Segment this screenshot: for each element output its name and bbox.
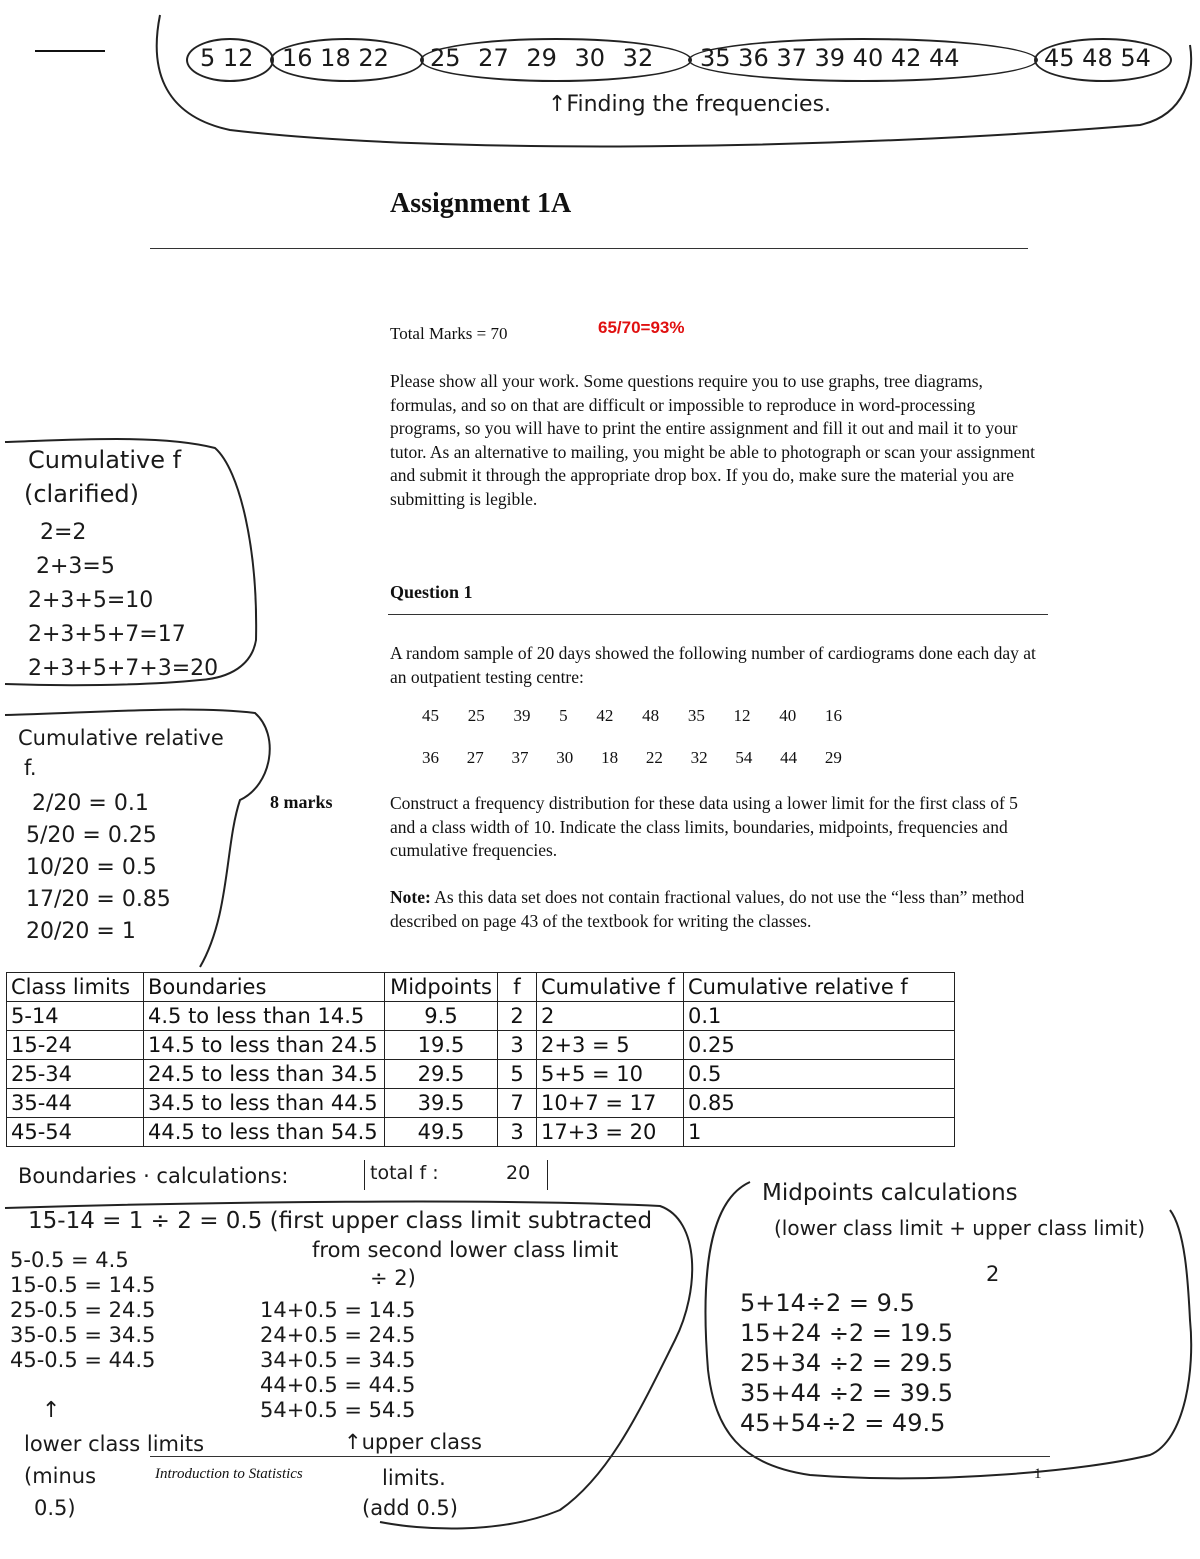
frequency: 3 — [498, 1118, 537, 1147]
cumulative-relative: 0.5 — [684, 1060, 955, 1089]
rel-line: 10/20 = 0.5 — [26, 855, 157, 880]
cumulative-subtitle: (clarified) — [24, 480, 139, 508]
upper-note-limits: limits. — [382, 1466, 446, 1490]
boundaries-calc-label: Boundaries · calculations: — [18, 1164, 289, 1188]
cumulative-title: Cumulative f — [28, 446, 182, 474]
boundary-formula-1: 15-14 = 1 ÷ 2 = 0.5 (first upper class limit subtracted — [28, 1208, 653, 1234]
header-cumulative-relative: Cumulative relative f — [684, 973, 955, 1002]
header-frequency: f — [498, 973, 537, 1002]
mid-line: 35+44 ÷2 = 39.5 — [740, 1379, 953, 1407]
cumulative-lines — [28, 516, 218, 686]
header-class-limits: Class limits — [7, 973, 144, 1002]
table-header-row — [7, 973, 955, 1002]
data-value: 40 — [779, 706, 797, 725]
group-text-2: 16 18 22 — [282, 44, 389, 72]
question-note — [390, 886, 1030, 933]
boundary: 4.5 to less than 14.5 — [144, 1002, 385, 1031]
boundary: 24.5 to less than 34.5 — [144, 1060, 385, 1089]
mid-line: 15+24 ÷2 = 19.5 — [740, 1319, 953, 1347]
relative-subtitle: f. — [24, 756, 37, 780]
lower-note-text: lower class limits — [24, 1432, 205, 1456]
class-limit: 45-54 — [7, 1118, 144, 1147]
mid-line: 45+54÷2 = 49.5 — [740, 1409, 946, 1437]
midpoint: 9.5 — [385, 1002, 498, 1031]
boundary: 14.5 to less than 24.5 — [144, 1031, 385, 1060]
question-heading: Question 1 — [390, 582, 473, 602]
class-limit: 25-34 — [7, 1060, 144, 1089]
data-value: 18 — [601, 748, 619, 767]
upper-line: 24+0.5 = 24.5 — [260, 1323, 416, 1347]
cum-line: 2+3+5+7+3=20 — [28, 656, 219, 681]
midpoint: 29.5 — [385, 1060, 498, 1089]
data-value: 37 — [511, 748, 529, 767]
class-limit: 15-24 — [7, 1031, 144, 1060]
upper-note-text: ↑upper class — [344, 1430, 482, 1454]
lower-line: 15-0.5 = 14.5 — [10, 1273, 156, 1297]
total-marks: Total Marks = 70 — [390, 324, 508, 343]
data-value: 35 — [687, 706, 705, 725]
boundary-formula-2: from second lower class limit — [312, 1238, 619, 1262]
data-row-1 — [422, 706, 842, 726]
header-cumulative: Cumulative f — [537, 973, 684, 1002]
question-task: Construct a frequency distribution for these data using a lower limit for the first class of 5 and a class width of 10. Indicate the class limits, boundaries, midpoints, frequencies and cumulative frequencies. — [390, 793, 1018, 860]
midpoints-title: Midpoints calculations — [762, 1180, 1018, 1206]
data-value: 16 — [824, 706, 842, 725]
relative-lines — [26, 788, 171, 948]
cumulative-relative: 0.85 — [684, 1089, 955, 1118]
cum-line: 2+3+5=10 — [28, 588, 154, 613]
note-text: As this data set does not contain fractional values, do not use the “less than” method described on page 43 of the textbook for writing the classes. — [390, 887, 1025, 931]
frequency: 7 — [498, 1089, 537, 1118]
note-label: Note: — [390, 887, 431, 907]
mid-line: 25+34 ÷2 = 29.5 — [740, 1349, 953, 1377]
group-text-5: 45 48 54 — [1044, 44, 1151, 72]
mid-line: 5+14÷2 = 9.5 — [740, 1289, 915, 1317]
top-annotation-bubble — [140, 5, 1200, 155]
midpoints-formula-divisor: 2 — [986, 1262, 1000, 1286]
upper-calc-lines — [260, 1298, 415, 1423]
data-value: 25 — [467, 706, 485, 725]
frequency-table — [6, 972, 955, 1147]
cum-line: 2=2 — [40, 520, 87, 545]
table-row — [7, 1089, 955, 1118]
lower-note-value: 0.5) — [34, 1496, 76, 1520]
data-value: 42 — [596, 706, 614, 725]
data-value: 22 — [645, 748, 663, 767]
frequency: 5 — [498, 1060, 537, 1089]
data-value: 12 — [733, 706, 751, 725]
table-row — [7, 1118, 955, 1147]
rel-line: 5/20 = 0.25 — [26, 823, 157, 848]
midpoint-calc-lines — [740, 1288, 953, 1438]
title-rule — [150, 248, 1028, 249]
data-value: 27 — [466, 748, 484, 767]
upper-line: 54+0.5 = 54.5 — [260, 1398, 416, 1422]
lower-note-arrow: ↑ — [42, 1398, 61, 1423]
cumulative: 2+3 = 5 — [537, 1031, 684, 1060]
marks-label: 8 marks — [270, 792, 333, 812]
table-row — [7, 1031, 955, 1060]
midpoints-formula: (lower class limit + upper class limit) — [774, 1216, 1146, 1240]
cumulative: 10+7 = 17 — [537, 1089, 684, 1118]
rel-line: 2/20 = 0.1 — [32, 791, 149, 816]
margin-dash — [35, 50, 105, 52]
table-row — [7, 1002, 955, 1031]
group-text-3: 25 27 29 30 32 — [430, 44, 654, 72]
lower-line: 45-0.5 = 44.5 — [10, 1348, 156, 1372]
data-value: 5 — [559, 706, 568, 725]
header-midpoints: Midpoints — [385, 973, 498, 1002]
boundary-formula-3: ÷ 2) — [370, 1266, 416, 1290]
data-row-2 — [422, 748, 842, 768]
cumulative-relative: 0.25 — [684, 1031, 955, 1060]
page-number: 1 — [1034, 1466, 1042, 1482]
cumulative: 17+3 = 20 — [537, 1118, 684, 1147]
class-limit: 35-44 — [7, 1089, 144, 1118]
lower-line: 5-0.5 = 4.5 — [10, 1248, 129, 1272]
boundary: 44.5 to less than 54.5 — [144, 1118, 385, 1147]
table-row — [7, 1060, 955, 1089]
data-value: 36 — [422, 748, 439, 767]
cumulative-relative: 0.1 — [684, 1002, 955, 1031]
lower-calc-lines — [10, 1248, 155, 1373]
upper-line: 14+0.5 = 14.5 — [260, 1298, 416, 1322]
page-title: Assignment 1A — [390, 188, 572, 219]
frequency: 3 — [498, 1031, 537, 1060]
data-value: 30 — [556, 748, 574, 767]
cum-line: 2+3+5+7=17 — [28, 622, 186, 647]
data-value: 48 — [642, 706, 660, 725]
class-limit: 5-14 — [7, 1002, 144, 1031]
midpoint: 49.5 — [385, 1118, 498, 1147]
total-label: total f : — [370, 1162, 439, 1184]
group-text-1: 5 12 — [200, 44, 254, 72]
cum-line: 2+3=5 — [36, 554, 115, 579]
frequency: 2 — [498, 1002, 537, 1031]
rel-line: 17/20 = 0.85 — [26, 887, 171, 912]
cumulative-relative: 1 — [684, 1118, 955, 1147]
group-text-4: 35 36 37 39 40 42 44 — [700, 44, 960, 72]
score: 65/70=93% — [598, 318, 685, 337]
frequencies-note: ↑Finding the frequencies. — [548, 92, 832, 117]
lower-line: 35-0.5 = 34.5 — [10, 1323, 156, 1347]
rel-line: 20/20 = 1 — [26, 919, 136, 944]
cumulative: 5+5 = 10 — [537, 1060, 684, 1089]
cumulative: 2 — [537, 1002, 684, 1031]
footer-course: Introduction to Statistics — [155, 1466, 303, 1482]
data-value: 54 — [735, 748, 753, 767]
data-value: 29 — [824, 748, 842, 767]
midpoint: 19.5 — [385, 1031, 498, 1060]
total-value: 20 — [506, 1162, 531, 1184]
footer-rule — [150, 1456, 1050, 1457]
upper-line: 44+0.5 = 44.5 — [260, 1373, 416, 1397]
midpoint: 39.5 — [385, 1089, 498, 1118]
data-value: 39 — [513, 706, 531, 725]
header-boundaries: Boundaries — [144, 973, 385, 1002]
instructions: Please show all your work. Some questions require you to use graphs, tree diagrams, formulas, and so on that are difficult or impossible to reproduce in word-processing programs, so you will have to print the entire assignment and fill it out and mail it to your tutor. As an alternative to mailing, you might be able to photograph or scan your assignment and submit it through the appropriate drop box. If you do, make sure the material you are submitting is legible. — [390, 371, 1035, 509]
upper-note-add: (add 0.5) — [362, 1496, 458, 1520]
relative-title: Cumulative relative — [18, 726, 224, 750]
lower-note-minus: (minus — [24, 1464, 97, 1488]
data-value: 45 — [422, 706, 439, 725]
lower-line: 25-0.5 = 24.5 — [10, 1298, 156, 1322]
question-intro: A random sample of 20 days showed the following number of cardiograms done each day at an outpatient testing centre: — [390, 643, 1036, 687]
data-value: 32 — [690, 748, 708, 767]
upper-line: 34+0.5 = 34.5 — [260, 1348, 416, 1372]
boundary: 34.5 to less than 44.5 — [144, 1089, 385, 1118]
data-value: 44 — [780, 748, 798, 767]
question-rule — [388, 614, 1048, 615]
